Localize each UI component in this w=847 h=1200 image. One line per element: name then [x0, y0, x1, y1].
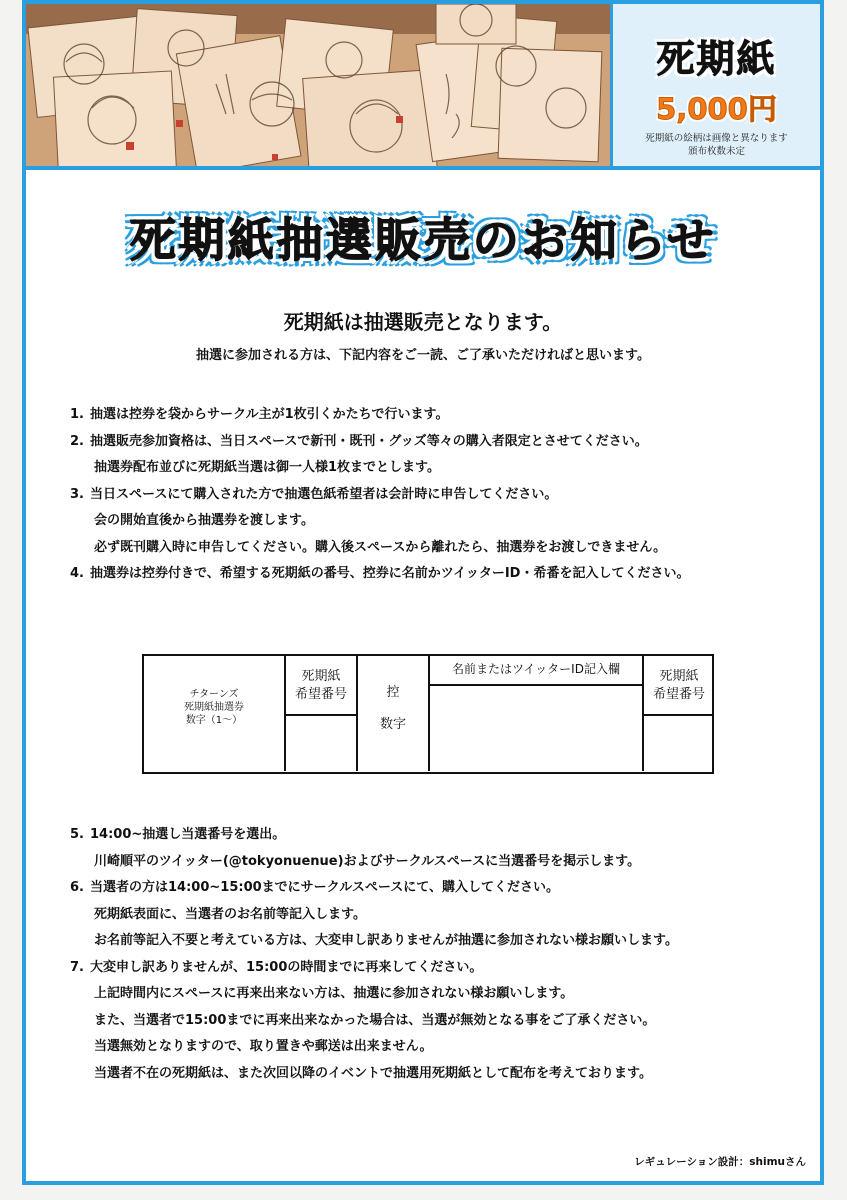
rule-subtext: 抽選券配布並びに死期紙当選は御一人様1枚までとします。	[94, 460, 441, 475]
rule-item	[70, 429, 810, 482]
rule-subtext: 当選者不在の死期紙は、また次回以降のイベントで抽選用死期紙として配布を考えております。	[94, 1065, 652, 1081]
credit-line: レギュレーション設計：shimuさん	[634, 1156, 806, 1168]
artwork-photo	[26, 4, 610, 166]
ticket-name-field	[430, 686, 644, 771]
ticket-label: チターンズ	[189, 689, 239, 700]
headline: 死期紙抽選販売のお知らせ	[129, 213, 717, 267]
rule-text: 大変申し訳ありませんが、15:00の時間までに再来してください。	[90, 959, 483, 975]
rule-number: 6.	[70, 880, 84, 895]
ticket-stub-label: 控	[386, 685, 400, 700]
price-note-line: 死期紙の絵柄は画像と異なります	[645, 133, 788, 144]
rule-subtext: 当選無効となりますので、取り置きや郵送は出来ません。	[94, 1039, 433, 1054]
rule-text: 14:00~抽選し当選番号を選出。	[90, 827, 286, 842]
ticket-header-text: 名前またはツイッターID記入欄	[452, 662, 620, 676]
rule-subtext: 川崎順平のツイッター(@tokyonuenue)およびサークルスペースに当選番号を掲示します。	[94, 853, 641, 869]
price-note	[613, 132, 820, 158]
ticket-header-text: 死期紙	[659, 669, 699, 684]
rule-subtext: 上記時間内にスペースに再来出来ない方は、抽選に参加されない様お願いします。	[94, 986, 574, 1001]
rule-text: 当日スペースにて購入された方で抽選色紙希望者は会計時に申告してください。	[90, 486, 558, 502]
ticket-left-panel	[144, 656, 286, 771]
rule-item	[70, 561, 810, 588]
price-value: 5,000円	[656, 92, 777, 126]
subhead: 死期紙は抽選販売となります。	[283, 310, 563, 334]
price-panel	[610, 4, 820, 166]
rule-text: 当選者の方は14:00~15:00までにサークルスペースにて、購入してください。	[90, 880, 559, 895]
rule-subtext: 会の開始直後から抽選券を渡します。	[94, 513, 314, 528]
rule-item	[70, 402, 810, 429]
ticket-stub	[358, 656, 430, 771]
rule-number: 4.	[70, 566, 84, 581]
ticket-header-text: 死期紙	[301, 669, 341, 684]
rule-number: 1.	[70, 407, 84, 422]
ticket-stub-label: 数字	[379, 717, 406, 732]
rule-item	[70, 875, 810, 955]
price-note-line: 頒布枚数未定	[687, 146, 745, 157]
rule-text: 抽選販売参加資格は、当日スペースで新刊・既刊・グッズ等々の購入者限定とさせてください。	[90, 433, 648, 449]
rule-number: 3.	[70, 486, 84, 502]
rule-subtext: 死期紙表面に、当選者のお名前等記入します。	[94, 906, 366, 922]
ticket-number-field-b	[644, 716, 714, 771]
subnote: 抽選に参加される方は、下記内容をご一読、ご了承いただければと思います。	[196, 348, 650, 363]
ticket-number-header-b	[644, 656, 714, 716]
rules-list-2	[70, 822, 810, 1087]
ticket-label: 数字（1～）	[185, 715, 243, 726]
rule-subtext: お名前等記入不要と考えている方は、大変申し訳ありませんが抽選に参加されない様お願いします。	[94, 933, 678, 948]
rule-subtext: 必ず既刊購入時に申告してください。購入後スペースから離れたら、抽選券をお渡しできません。	[94, 539, 667, 555]
ticket-label: 死期紙抽選券	[184, 702, 244, 713]
rule-item	[70, 482, 810, 562]
sketch-cards-image	[26, 4, 610, 166]
ticket-number-header-a	[286, 656, 358, 716]
poster-frame	[22, 0, 824, 1185]
rule-number: 7.	[70, 959, 84, 975]
ticket-header-text: 希望番号	[652, 687, 705, 702]
rule-item	[70, 955, 810, 1088]
rule-subtext: また、当選者で15:00までに再来出来なかった場合は、当選が無効となる事をご了承ください。	[94, 1012, 656, 1028]
banner	[26, 4, 820, 170]
ticket-number-field-a	[286, 716, 358, 771]
ticket-header-text: 希望番号	[294, 687, 347, 702]
rule-number: 2.	[70, 433, 84, 449]
rule-text: 抽選券は控券付きで、希望する死期紙の番号、控券に名前かツイッターID・希番を記入してください。	[90, 566, 690, 581]
rule-item	[70, 822, 810, 875]
lottery-ticket-diagram	[142, 654, 714, 774]
ticket-name-header	[430, 656, 644, 686]
price-title: 死期紙	[656, 37, 777, 81]
rule-text: 抽選は控券を袋からサークル主が1枚引くかたちで行います。	[90, 407, 449, 422]
rules-list-1	[70, 402, 810, 588]
rule-number: 5.	[70, 827, 84, 842]
